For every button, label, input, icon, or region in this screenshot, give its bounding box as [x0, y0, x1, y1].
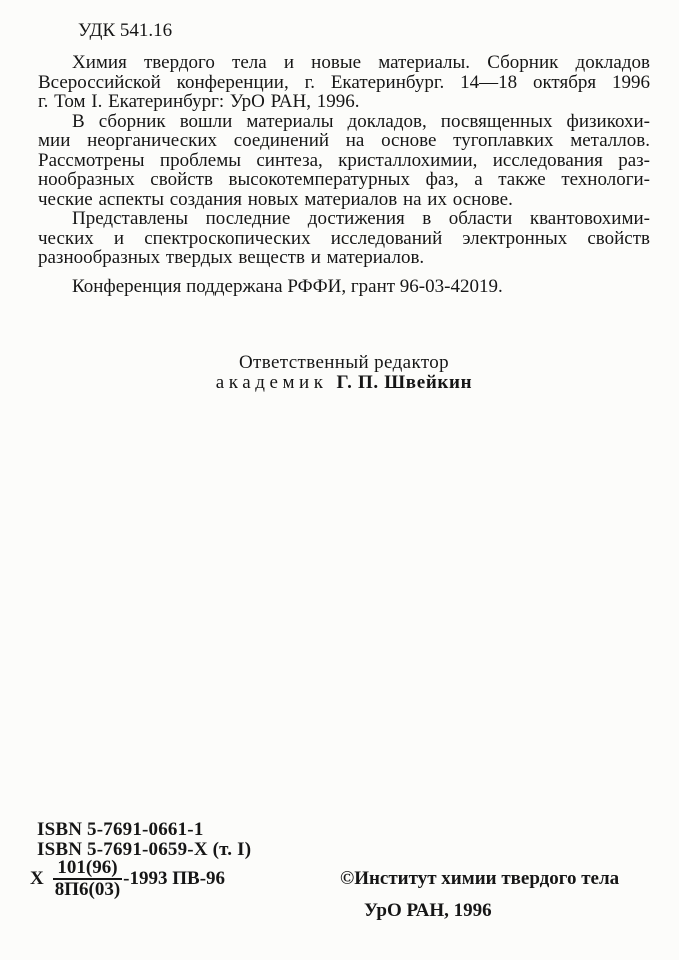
- abstract-line: Всероссийской конференции, г. Екатеринбург. 14—18 октября 1996: [38, 71, 650, 93]
- isbn-line-2: ISBN 5-7691-0659-X (т. I): [37, 839, 252, 860]
- editor-name: Г. П. Швейкин: [336, 372, 473, 393]
- copyright-line-2: УрО РАН, 1996: [364, 900, 492, 921]
- abstract-line: Представлены последние достижения в области квантовохими-: [72, 208, 650, 229]
- abstract-line: мии неорганических соединений на основе тугоплавких металлов.: [38, 130, 650, 151]
- bibliographic-abstract: [38, 53, 650, 296]
- isbn-line-1: ISBN 5-7691-0661-1: [37, 819, 204, 840]
- editor-name-line: [38, 373, 650, 393]
- fraction-denominator: 8П6(03): [54, 879, 121, 900]
- grant-acknowledgement: Конференция поддержана РФФИ, грант 96-03-42019.: [72, 275, 503, 297]
- fraction-numerator: 101(96): [53, 858, 122, 880]
- author-mark: Х: [30, 868, 44, 889]
- abstract-paragraph-3: [38, 209, 650, 268]
- abstract-line: ческих и спектроскопических исследований электронных свойств: [38, 227, 650, 249]
- copyright-block: [340, 869, 619, 921]
- editor-role: академик: [215, 372, 328, 393]
- responsible-editor-block: [38, 353, 650, 393]
- udk-classification: УДК 541.16: [78, 20, 173, 41]
- abstract-line: ческие аспекты создания новых материалов на их основе.: [38, 188, 513, 210]
- abstract-line: В сборник вошли материалы докладов, посвященных физикохи-: [72, 110, 650, 132]
- abstract-line: разнообразных твердых веществ и материалов.: [38, 247, 425, 268]
- editor-title: Ответственный редактор: [238, 352, 450, 373]
- abstract-line: Химия твердого тела и новые материалы. Сборник докладов: [72, 52, 650, 73]
- isbn-block: [37, 820, 251, 860]
- abstract-line: нообразных свойств высокотемпературных фаз, а также технологи-: [38, 169, 650, 190]
- catalog-fraction: [53, 858, 122, 900]
- abstract-line: Рассмотрены проблемы синтеза, кристаллохимии, исследования раз-: [38, 149, 650, 171]
- catalog-code: [30, 858, 225, 900]
- catalog-suffix: -1993 ПВ-96: [123, 868, 226, 889]
- copyright-line-1: ©Институт химии твердого тела: [340, 868, 620, 889]
- abstract-paragraph-1: [38, 53, 650, 112]
- abstract-paragraph-2: [38, 112, 650, 210]
- abstract-line: г. Том I. Екатеринбург: УрО РАН, 1996.: [38, 91, 360, 112]
